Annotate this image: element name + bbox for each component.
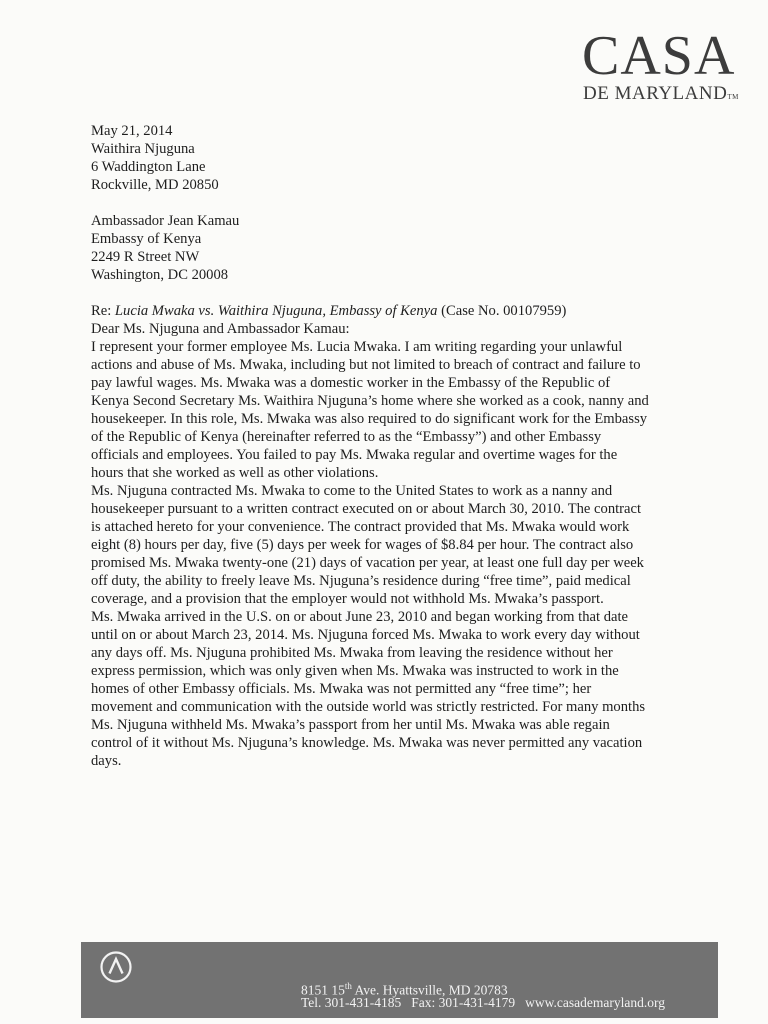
sender-address [91,140,651,194]
re-line [91,302,651,320]
recipient-street: 2249 R Street NW [91,249,200,265]
casa-logo [560,25,750,107]
footer-address-suffix: th [344,981,352,991]
logo-sub-text [583,84,750,107]
re-case-number: (Case No. 00107959) [437,303,567,319]
footer-address-number: 8151 15 [301,982,345,998]
footer-address-rest: Ave. Hyattsville, MD 20783 [351,982,508,998]
casa-emblem-icon [99,950,133,984]
sender-name: Waithira Njuguna [91,141,195,157]
body-paragraph-1: I represent your former employee Ms. Lucia Mwaka. I am writing regarding your unlawful actions and abuse of Ms. Mwaka, including but not limited to breach of contract and failure to pay lawful wages. Ms. Mwaka was a domestic worker in the Embassy of the Republic of Kenya Second Secretary Ms. Waithira Njuguna’s home where she worked as a cook, nanny and housekeeper. In this role, Ms. Mwaka was also required to do significant work for the Embassy of the Republic of Kenya (hereinafter referred to as the “Embassy”) and other Embassy officials and employees. You failed to pay Ms. Mwaka regular and overtime wages for the hours that she worked as well as other violations. [91,339,649,481]
re-case-title: Lucia Mwaka vs. Waithira Njuguna, Embassy of Kenya [114,303,438,319]
footer-contact [301,995,665,1011]
footer-website: www.casademaryland.org [525,995,665,1010]
recipient-name: Ambassador Jean Kamau [91,213,240,229]
recipient-org: Embassy of Kenya [91,231,202,247]
letterhead-footer [81,942,718,1018]
letter-date: May 21, 2014 [91,123,173,139]
sender-city: Rockville, MD 20850 [91,177,219,193]
salutation: Dear Ms. Njuguna and Ambassador Kamau: [91,321,350,337]
recipient-address [91,212,651,284]
logo-sub-label: DE MARYLAND [583,83,728,104]
footer-tel: Tel. 301-431-4185 [301,995,402,1010]
body-paragraph-3: Ms. Mwaka arrived in the U.S. on or about June 23, 2010 and began working from that date until on or about March 23, 2014. Ms. Njuguna forced Ms. Mwaka to work every day without any days off. Ms. Njuguna prohibited Ms. Mwaka from leaving the residence without her express permission, which was only given when Ms. Mwaka was instructed to work in the homes of other Embassy officials. Ms. Mwaka was not permitted any “free time”; her movement and communication with the outside world was strictly restricted. For many months Ms. Njuguna withheld Ms. Mwaka’s passport from her until Ms. Mwaka was able regain control of it without Ms. Njuguna’s knowledge. Ms. Mwaka was never permitted any vacation days. [91,609,646,769]
re-prefix: Re: [91,303,115,319]
logo-main-text: CASA [582,25,736,87]
body-paragraph-2: Ms. Njuguna contracted Ms. Mwaka to come to the United States to work as a nanny and housekeeper pursuant to a written contract executed on or about March 30, 2010. The contract is attached hereto for your convenience. The contract provided that Ms. Mwaka would work eight (8) hours per day, five (5) days per week for wages of $8.84 per hour. The contract also promised Ms. Mwaka twenty-one (21) days of vacation per year, at least one full day per week off duty, the ability to freely leave Ms. Njuguna’s residence during “free time”, paid medical coverage, and a provision that the employer would not withhold Ms. Mwaka’s passport. [91,483,644,607]
sender-street: 6 Waddington Lane [91,159,206,175]
recipient-city: Washington, DC 20008 [91,267,229,283]
letter-body [91,122,651,770]
footer-fax: Fax: 301-431-4179 [411,995,516,1010]
logo-trademark: TM [727,93,739,101]
